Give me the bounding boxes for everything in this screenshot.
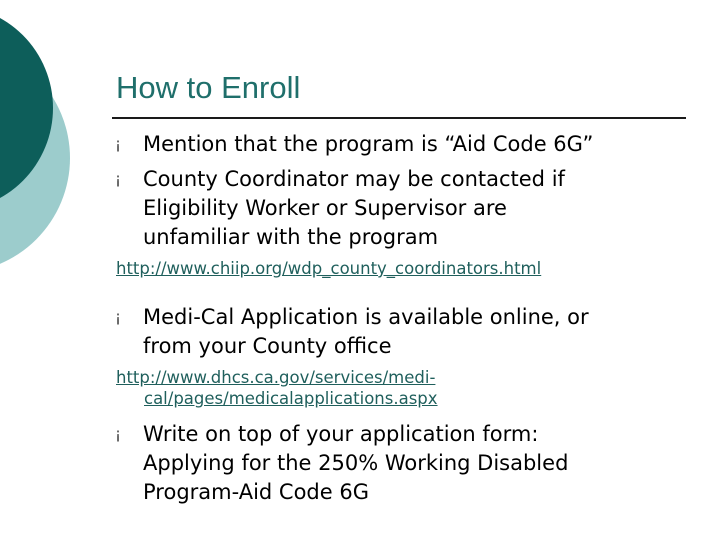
bullet-item xyxy=(115,165,565,252)
bullet-marker-icon: ¡ xyxy=(115,135,122,153)
decorative-circles xyxy=(0,0,110,320)
bullet-text-line: Medi-Cal Application is available online, or xyxy=(143,305,589,329)
bullet-item xyxy=(115,420,568,507)
bullet-text-line: Mention that the program is “Aid Code 6G” xyxy=(143,132,594,156)
bullet-text-line: from your County office xyxy=(143,334,392,358)
link-text-line[interactable]: http://www.dhcs.ca.gov/services/medi- xyxy=(116,368,436,387)
bullet-item xyxy=(115,130,593,159)
title-divider xyxy=(112,117,686,119)
bullet-marker-icon: ¡ xyxy=(115,170,122,188)
bullet-text-line: Program-Aid Code 6G xyxy=(143,480,369,504)
bullet-text-line: Write on top of your application form: xyxy=(143,422,539,446)
medical-applications-link[interactable] xyxy=(116,367,438,409)
bullet-text-line: Applying for the 250% Working Disabled xyxy=(143,451,569,475)
bullet-text-line: Eligibility Worker or Supervisor are xyxy=(143,196,507,220)
bullet-marker-icon: ¡ xyxy=(115,425,122,443)
slide-title: How to Enroll xyxy=(116,70,301,105)
bullet-marker-icon: ¡ xyxy=(115,308,122,326)
link-text-line[interactable]: cal/pages/medicalapplications.aspx xyxy=(144,389,438,408)
link-text-line[interactable]: http://www.chiip.org/wdp_county_coordinators.html xyxy=(116,259,542,278)
bullet-item xyxy=(115,303,589,361)
coordinators-link[interactable] xyxy=(116,258,541,279)
bullet-text-line: County Coordinator may be contacted if xyxy=(143,167,565,191)
bullet-text-line: unfamiliar with the program xyxy=(143,225,439,249)
